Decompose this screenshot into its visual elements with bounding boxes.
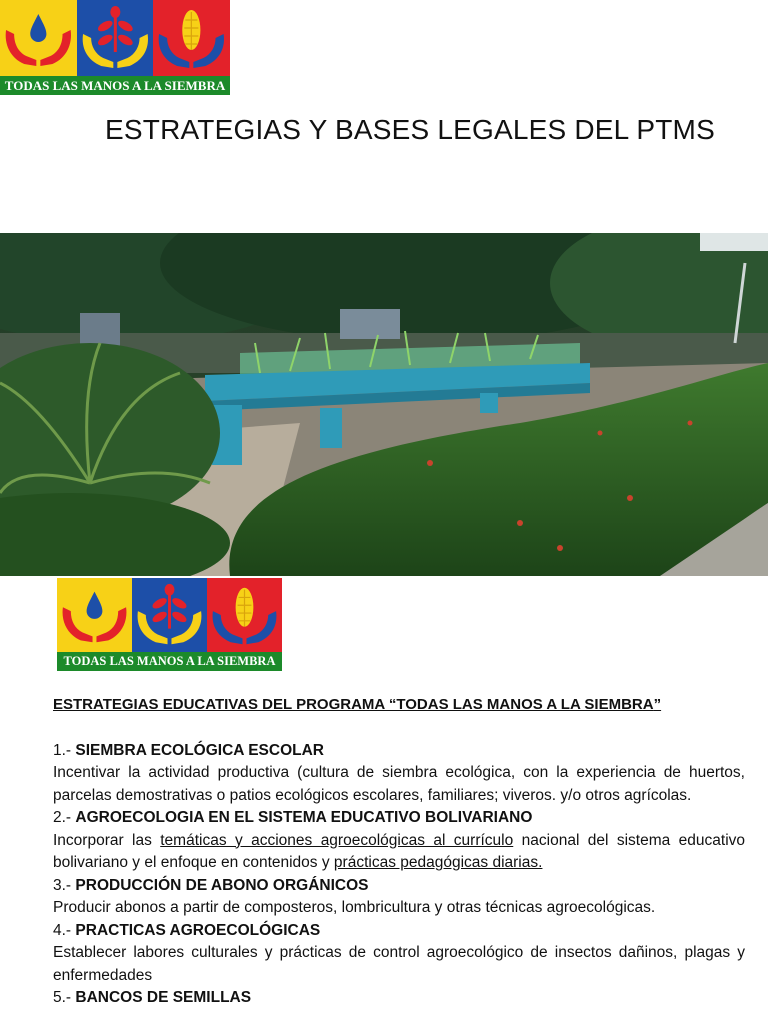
strategy-1-text: Incentivar la actividad productiva (cultura de siembra ecológica, con la experiencia de huertos, parcelas demostrativas o patios ecológicos escolares, familiares; viveros. y/o otros agrícolas. [53, 764, 745, 804]
strategy-5-title [53, 987, 745, 1010]
strategy-2-title [53, 807, 745, 830]
strategy-title: PRODUCCIÓN DE ABONO ORGÁNICOS [75, 876, 369, 894]
strategy-number: 1.- [53, 741, 76, 759]
logo-banner: TODAS LAS MANOS A LA SIEMBRA [57, 652, 282, 671]
strategies-content [53, 694, 745, 1010]
strategy-1-title [53, 740, 745, 763]
strategy-2-text-a: Incorporar las [53, 831, 161, 849]
program-logo-small [57, 578, 282, 671]
strategy-2-text-underlined-a: temáticas y acciones agroecológicas al currículo [160, 831, 514, 849]
strategy-title: BANCOS DE SEMILLAS [75, 989, 252, 1006]
logo-banner: TODAS LAS MANOS A LA SIEMBRA [0, 76, 230, 95]
garden-photo [0, 233, 768, 576]
program-logo [0, 0, 230, 95]
strategy-title: PRACTICAS AGROECOLÓGICAS [75, 921, 321, 939]
strategy-2-text-underlined-b: prácticas pedagógicas diarias. [333, 854, 543, 871]
section-heading-text: ESTRATEGIAS EDUCATIVAS DEL PROGRAMA “TODAS LAS MANOS A LA SIEMBRA [53, 696, 654, 713]
strategy-4-text: Establecer labores culturales y prácticas de control agroecológico de insectos dañinos, plagas y enfermedades [53, 944, 745, 984]
strategy-title: AGROECOLOGIA EN EL SISTEMA EDUCATIVO BOLIVARIANO [75, 809, 533, 826]
garden-photo-illustration [0, 233, 768, 576]
logo-panels [0, 0, 230, 76]
strategy-number: 3.- [53, 876, 76, 894]
strategy-3-title [53, 875, 745, 898]
section-heading-quote: ” [653, 696, 662, 713]
strategy-2-text-c: nacional del sistema educativo bolivariano y el enfoque en contenidos y [53, 831, 746, 871]
slide-2 [0, 576, 768, 1024]
strategy-3-text: Producir abonos a partir de composteros, lombricultura y otras técnicas agroecológicas. [53, 899, 656, 916]
strategy-number: 4.- [53, 921, 76, 939]
corn-hands-icon [153, 0, 230, 76]
strategy-title: SIEMBRA ECOLÓGICA ESCOLAR [75, 741, 324, 759]
strategy-2-text [53, 830, 745, 875]
logo-panels [57, 578, 282, 652]
strategy-number: 5.- [53, 989, 76, 1006]
strategy-number: 2.- [53, 809, 76, 826]
plant-hands-icon [77, 0, 154, 76]
section-heading [53, 694, 745, 717]
water-drop-hands-icon [0, 0, 77, 76]
strategy-4-title [53, 920, 745, 943]
slide-title: ESTRATEGIAS Y BASES LEGALES DEL PTMS [105, 114, 715, 145]
water-drop-hands-icon [57, 578, 132, 652]
plant-hands-icon [132, 578, 207, 652]
corn-hands-icon [207, 578, 282, 652]
